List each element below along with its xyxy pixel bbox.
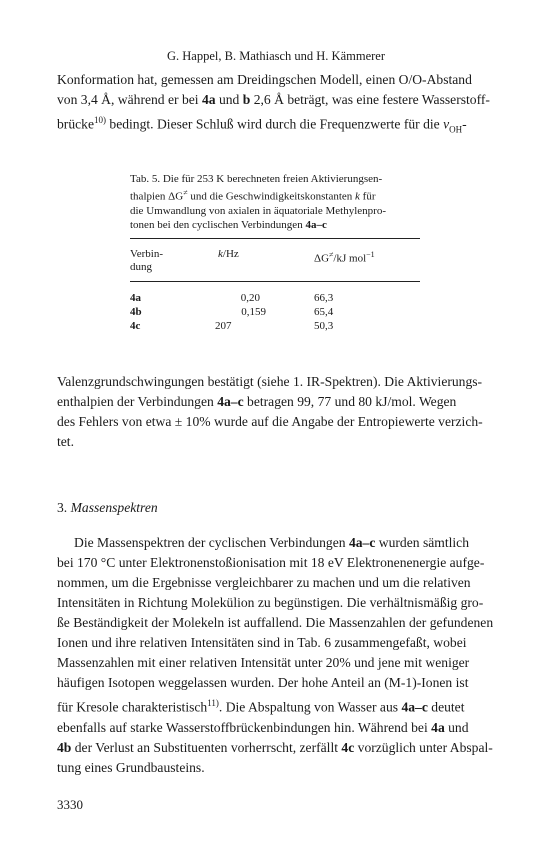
table-row-dg: 65,4 bbox=[314, 306, 334, 318]
line: Konformation hat, gemessen am Dreidingschen Modell, einen O/O-Abstand bbox=[57, 72, 472, 87]
table-caption: Tab. 5. Die für 253 K berechneten freien Aktivierungsen- thalpien ΔG≠ und die Geschwindigkeitskonstanten k für die Umwandlung von axialen in äquatoriale Methylenpro- tonen bei den cyclischen Verbindungen 4a–c bbox=[130, 173, 386, 231]
section-heading: 3. Massenspektren bbox=[57, 500, 158, 515]
line: tung eines Grundbausteins. bbox=[57, 759, 205, 775]
table-row-k: 0,159 bbox=[241, 306, 266, 318]
line: für Kresole charakteristisch$^{11)}$. Die Abspaltung von Wasser aus 4a–c deutet bbox=[57, 698, 465, 715]
line: des Fehlers von etwa ± 10% wurde auf die Angabe der Entropiewerte verzich- bbox=[57, 414, 483, 429]
table-rule-mid bbox=[130, 281, 420, 282]
line: tet. bbox=[57, 434, 74, 449]
header-dg: ΔG≠/kJ mol$^{-1}$ bbox=[314, 250, 375, 265]
table-row-dg: 50,3 bbox=[314, 320, 334, 332]
line: 4b der Verlust an Substituenten vorherrscht, zerfällt 4c vorzüglich unter Abspal- bbox=[57, 739, 493, 755]
table-row-k: 207 bbox=[215, 320, 232, 332]
paragraph-3 bbox=[57, 533, 504, 778]
line: bei 170 °C unter Elektronenstoßionisation mit 18 eV Elektronenenergie aufge- bbox=[57, 555, 485, 570]
line: häufigen Isotopen weggelassen wurden. Der hohe Anteil an (M-1)-Ionen ist bbox=[57, 675, 469, 690]
line: ße Beständigkeit der Molekeln ist auffallend. Die Massenzahlen der gefundenen bbox=[57, 615, 494, 630]
page-number: 3330 bbox=[57, 797, 83, 812]
table-row-k: 0,20 bbox=[240, 292, 260, 304]
line: nommen, um die Ergebnisse vergleichbarer zu machen und um die relativen bbox=[57, 575, 471, 590]
line: Die Massenspektren der cyclischen Verbindungen 4a–c wurden sämtlich bbox=[74, 535, 470, 550]
table-rule-top bbox=[130, 238, 420, 239]
running-header: G. Happel, B. Mathiasch und H. Kämmerer bbox=[167, 49, 385, 63]
header-k: k/Hz bbox=[218, 248, 239, 260]
paragraph-1 bbox=[57, 70, 504, 139]
line: Ionen und ihre relativen Intensitäten sind in Tab. 6 zusammengefaßt, wobei bbox=[57, 635, 467, 650]
header-compound: Verbin- dung bbox=[130, 248, 163, 273]
line: Massenzahlen mit einer relativen Intensität unter 20% und jene mit weniger bbox=[57, 655, 470, 670]
line: Intensitäten in Richtung Molekülion zu begünstigen. Die verhältnismäßig gro- bbox=[57, 595, 484, 610]
table-row-compound: 4a bbox=[130, 292, 141, 304]
paragraph-2 bbox=[57, 372, 504, 452]
table-row-dg: 66,3 bbox=[314, 292, 334, 304]
line: brücke$^{10)}$ bedingt. Dieser Schluß wird durch die Frequenzwerte für die $\nu_{OH}-$ bbox=[57, 115, 467, 135]
line: von 3,4 Å, während er bei 4a und b 2,6 Å beträgt, was eine festere Wasserstoff- bbox=[57, 92, 490, 107]
table-5 bbox=[130, 172, 420, 342]
table-row-compound: 4b bbox=[130, 306, 142, 318]
table-row-compound: 4c bbox=[130, 320, 141, 332]
line: ebenfalls auf starke Wasserstoffbrückenbindungen hin. Während bei 4a und bbox=[57, 719, 469, 735]
line: enthalpien der Verbindungen 4a–c betragen 99, 77 und 80 kJ/mol. Wegen bbox=[57, 394, 457, 409]
line: Valenzgrundschwingungen bestätigt (siehe 1. IR-Spektren). Die Aktivierungs- bbox=[57, 374, 483, 389]
